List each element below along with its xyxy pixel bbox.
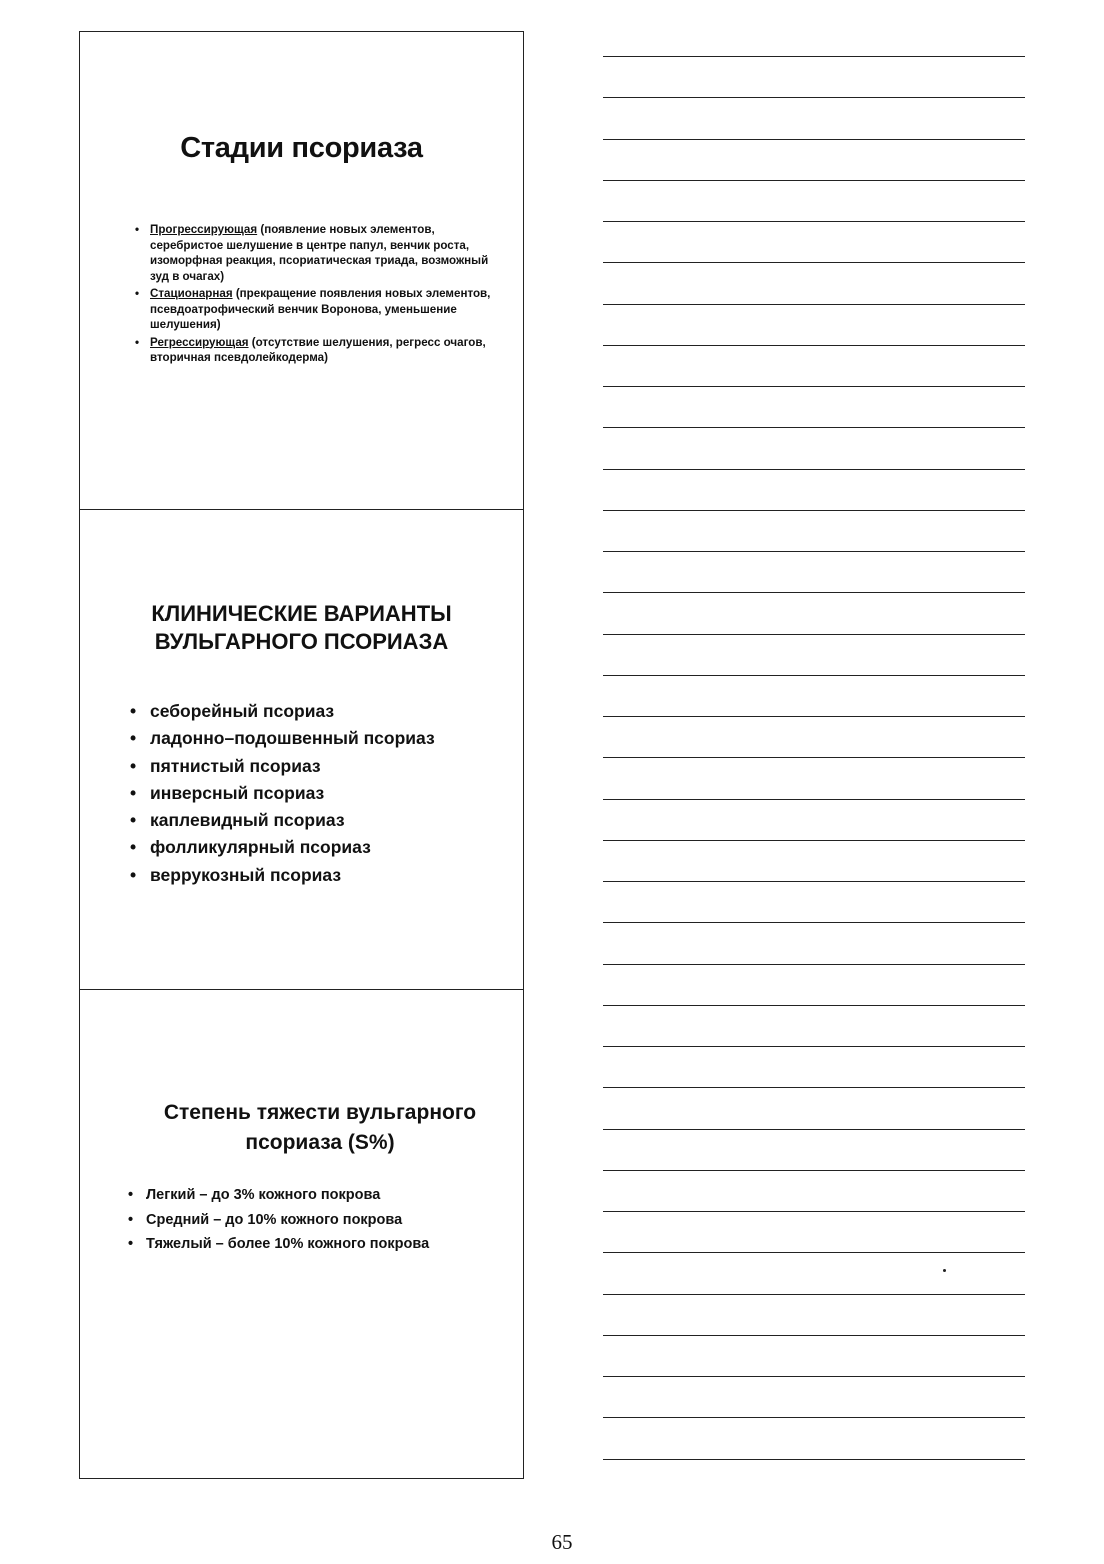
slide-clinical-variants [80, 510, 523, 990]
list-item: • Легкий – до 3% кожного покрова [128, 1183, 429, 1208]
list-item: • инверсный псориаз [130, 780, 435, 807]
note-line [603, 221, 1025, 222]
note-line [603, 592, 1025, 593]
note-line [603, 469, 1025, 470]
note-line [603, 427, 1025, 428]
list-item: • фолликулярный псориаз [130, 834, 435, 861]
stage-term: Регрессирующая [150, 335, 249, 349]
note-line [603, 716, 1025, 717]
list-item: • ладонно–подошвенный псориаз [130, 725, 435, 752]
slide-title [80, 600, 523, 656]
note-line [603, 510, 1025, 511]
list-item: • пятнистый псориаз [130, 753, 435, 780]
title-line: КЛИНИЧЕСКИЕ ВАРИАНТЫ [151, 601, 452, 626]
note-line [603, 799, 1025, 800]
list-item: • себорейный псориаз [130, 698, 435, 725]
slide-title [130, 1098, 510, 1158]
note-line [603, 345, 1025, 346]
list-item [135, 335, 505, 366]
note-line [603, 634, 1025, 635]
title-line: Степень тяжести вульгарного [163, 1101, 477, 1124]
note-line [603, 139, 1025, 140]
list-item [135, 286, 505, 333]
severity-list [128, 1183, 429, 1257]
note-line [603, 840, 1025, 841]
note-line [603, 386, 1025, 387]
stages-list [135, 222, 505, 368]
stage-term: Прогрессирующая [150, 223, 258, 236]
note-line [603, 964, 1025, 965]
note-line [603, 1376, 1025, 1377]
list-item: • каплевидный псориаз [130, 807, 435, 834]
note-line [603, 1087, 1025, 1088]
title-line: ВУЛЬГАРНОГО ПСОРИАЗА [154, 629, 449, 654]
note-line [603, 1417, 1025, 1418]
note-line [603, 1335, 1025, 1336]
note-line [603, 551, 1025, 552]
note-line [603, 1170, 1025, 1171]
note-line [603, 304, 1025, 305]
list-item: • веррукозный псориаз [130, 862, 435, 889]
note-line [603, 262, 1025, 263]
note-line [603, 1129, 1025, 1130]
note-line [603, 1294, 1025, 1295]
note-line [603, 180, 1025, 181]
note-line [603, 1211, 1025, 1212]
note-line [603, 56, 1025, 57]
note-line [603, 97, 1025, 98]
slides-column [79, 31, 524, 1479]
variants-list [130, 698, 435, 889]
stray-dot [943, 1269, 946, 1272]
stage-description: (отсутствие шелушения, регресс очагов, вторичная псевдолейкодерма) [150, 335, 486, 364]
note-line [603, 757, 1025, 758]
slide-severity [80, 990, 523, 1480]
list-item: • Средний – до 10% кожного покрова [128, 1208, 429, 1233]
note-line [603, 881, 1025, 882]
title-line: псориаза (S%) [245, 1131, 395, 1154]
note-line [603, 922, 1025, 923]
stage-description: (появление новых элементов, серебристое шелушение в центре папул, венчик роста, изоморфная реакция, псориатическая триада, возможный зуд в очагах) [150, 223, 489, 283]
note-line [603, 1459, 1025, 1460]
note-line [603, 1252, 1025, 1253]
list-item: • Тяжелый – более 10% кожного покрова [128, 1232, 429, 1257]
note-line [603, 1046, 1025, 1047]
page-number: 65 [551, 1530, 573, 1554]
list-item [135, 222, 505, 284]
slide-stages [80, 32, 523, 510]
note-line [603, 1005, 1025, 1006]
stage-term: Стационарная [150, 287, 233, 300]
note-line [603, 675, 1025, 676]
slide-title: Стадии псориаза [180, 132, 423, 164]
stage-description: (прекращение появления новых элементов, псевдоатрофический венчик Воронова, уменьшение шелушения) [150, 287, 491, 331]
